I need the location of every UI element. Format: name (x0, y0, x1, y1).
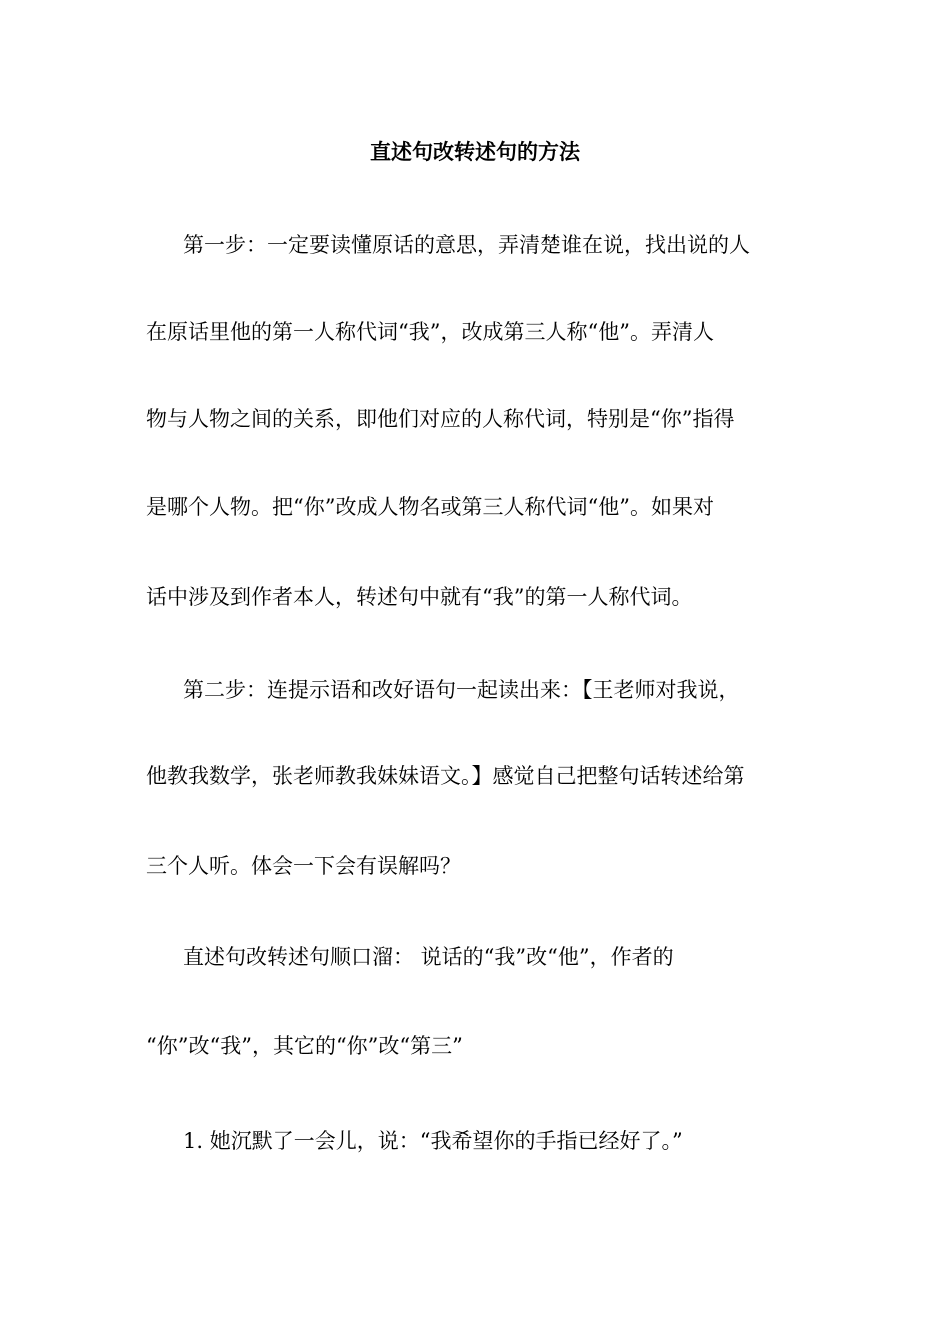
paragraph-line: 话中涉及到作者本人，转述句中就有“我”的第一人称代词。 (146, 585, 693, 609)
paragraph-line: “你”改“我”，其它的“你”改“第三” (146, 1034, 463, 1058)
paragraph-line: 第一步：一定要读懂原话的意思，弄清楚谁在说，找出说的人 (183, 233, 750, 257)
paragraph-line: 是哪个人物。把“你”改成人物名或第三人称代词“他”。如果对 (146, 495, 714, 519)
document-title: 直述句改转述句的方法 (370, 139, 580, 164)
paragraph-line: 在原话里他的第一人称代词“我”，改成第三人称“他”。弄清人 (146, 320, 714, 344)
paragraph-line: 三个人听。体会一下会有误解吗？ (146, 854, 461, 878)
paragraph-line: 直述句改转述句顺口溜： 说话的“我”改“他”，作者的 (183, 945, 674, 969)
paragraph-line: 物与人物之间的关系，即他们对应的人称代词，特别是“你”指得 (146, 407, 735, 431)
paragraph-line: 第二步：连提示语和改好语句一起读出来：【王老师对我说， (183, 678, 740, 702)
numbered-item: 1. 她沉默了一会儿，说：“我希望你的手指已经好了。” (183, 1129, 683, 1153)
paragraph-line: 他教我数学，张老师教我妹妹语文。】感觉自己把整句话转述给第 (146, 764, 745, 788)
